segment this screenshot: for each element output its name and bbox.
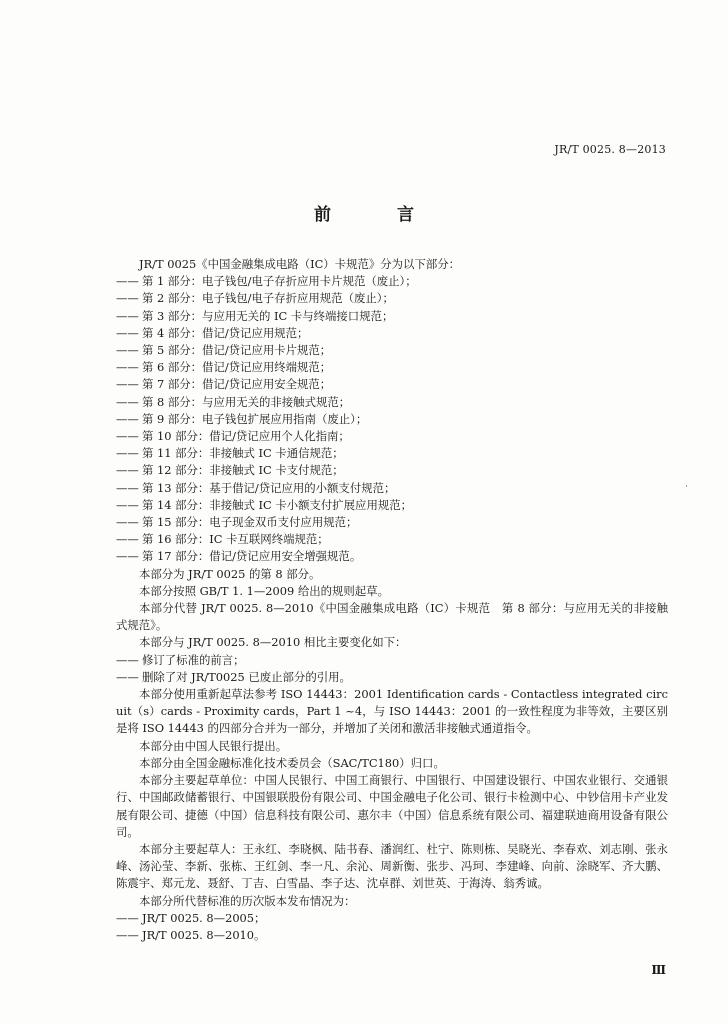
dash-mark: —— (116, 463, 139, 478)
dash-mark: —— (116, 411, 139, 426)
parts-list (116, 273, 668, 565)
list-item-text: 第 13 部分：基于借记/贷记应用的小额支付规范； (142, 480, 396, 495)
list-item-text: JR/T 0025. 8—2005； (142, 910, 266, 925)
list-item-text: 第 2 部分：电子钱包/电子存折应用规范（废止）； (142, 291, 394, 306)
changes-intro-paragraph: 本部分与 JR/T 0025. 8—2010 相比主要变化如下： (139, 635, 407, 650)
page-number: Ⅲ (651, 963, 666, 977)
list-item (116, 308, 668, 325)
foreword-body (116, 256, 668, 944)
dash-mark: —— (116, 515, 139, 530)
list-item (116, 910, 668, 927)
dash-mark: —— (116, 429, 139, 444)
list-item-text: 第 11 部分：非接触式 IC 卡通信规范； (142, 446, 344, 461)
dash-mark: —— (116, 274, 139, 289)
dash-mark: —— (116, 480, 139, 495)
proposed-by-paragraph: 本部分由中国人民银行提出。 (139, 738, 288, 753)
list-item-text: 第 3 部分：与应用无关的 IC 卡与终端接口规范； (142, 308, 394, 323)
drafters-paragraph: 本部分主要起草人：王永红、李晓枫、陆书春、潘润红、杜宁、陈则栋、吴晓光、李春欢、刘志刚、张永峰、汤沁莹、李新、张栋、王红剑、李一凡、余沁、周新衡、张步、冯珂、李建峰、向前、涂晓军、齐大鹏、陈震宇、郑元龙、聂舒、丁吉、白雪晶、李子达、沈卓群、刘世英、于海涛、翁秀诚。 (116, 841, 668, 891)
list-item (116, 927, 668, 944)
list-item (116, 290, 668, 307)
list-item-text: 第 1 部分：电子钱包/电子存折应用卡片规范（废止）； (142, 274, 417, 289)
list-item-text: JR/T 0025. 8—2010。 (142, 927, 266, 942)
list-item-text: 第 10 部分：借记/贷记应用个人化指南； (142, 429, 350, 444)
redraft-paragraph: 本部分使用重新起草法参考 ISO 14443：2001 Identification cards - Contactless integrated circuit（s）cards - Proximity cards，Part 1 ~4，与 ISO 14443：2001 的一致性程度为非等效，主要区别是将 ISO 14443 的四部分合并为一部分，并增加了关闭和激活非接触式通道指令。 (116, 687, 668, 736)
list-item-text: 第 14 部分：非接触式 IC 卡小额支付扩展应用规范； (142, 497, 413, 512)
centralized-by-paragraph: 本部分由全国金融标准化技术委员会（SAC/TC180）归口。 (139, 755, 445, 770)
list-item-text: 第 9 部分：电子钱包扩展应用指南（废止）； (142, 411, 368, 426)
dash-mark: —— (116, 669, 139, 684)
history-intro-paragraph: 本部分所代替标准的历次版本发布情况为： (139, 893, 356, 908)
list-item (116, 325, 668, 342)
list-item-text: 第 12 部分：非接触式 IC 卡支付规范； (142, 463, 344, 478)
history-list (116, 910, 668, 944)
list-item (116, 342, 668, 359)
list-item-text: 第 8 部分：与应用无关的非接触式规范； (142, 394, 351, 409)
list-item (116, 531, 668, 548)
dash-mark: —— (116, 652, 139, 667)
dash-mark: —— (116, 532, 139, 547)
list-item (116, 480, 668, 497)
replaces-paragraph: 本部分代替 JR/T 0025. 8—2010《中国金融集成电路（IC）卡规范 第 8 部分：与应用无关的非接触式规范》。 (116, 601, 668, 633)
changes-list (116, 652, 668, 686)
list-item-text: 第 16 部分：IC 卡互联网终端规范； (142, 532, 329, 547)
scan-edge-mark: · (685, 482, 688, 492)
page-title: 前 言 (314, 205, 444, 225)
dash-mark: —— (116, 394, 139, 409)
dash-mark: —— (116, 549, 139, 564)
dash-mark: —— (116, 377, 139, 392)
dash-mark: —— (116, 291, 139, 306)
list-item (116, 497, 668, 514)
list-item (116, 359, 668, 376)
list-item-text: 第 5 部分：借记/贷记应用卡片规范； (142, 343, 332, 358)
header-rule (116, 162, 666, 163)
list-item-text: 删除了对 JR/T0025 已废止部分的引用。 (142, 669, 351, 684)
list-item-text: 第 17 部分：借记/贷记应用安全增强规范。 (142, 549, 362, 564)
standard-code: JR/T 0025. 8—2013 (554, 143, 666, 156)
list-item (116, 462, 668, 479)
list-item-text: 修订了标准的前言； (142, 652, 245, 667)
list-item (116, 428, 668, 445)
list-item-text: 第 6 部分：借记/贷记应用终端规范； (142, 360, 332, 375)
list-item (116, 445, 668, 462)
list-item (116, 394, 668, 411)
list-item (116, 411, 668, 428)
list-item-text: 第 7 部分：借记/贷记应用安全规范； (142, 377, 332, 392)
drafting-rules-paragraph: 本部分按照 GB/T 1. 1—2009 给出的规则起草。 (139, 583, 389, 598)
list-item-text: 第 4 部分：借记/贷记应用规范； (142, 325, 309, 340)
dash-mark: —— (116, 446, 139, 461)
list-item (116, 376, 668, 393)
intro-paragraph: JR/T 0025《中国金融集成电路（IC）卡规范》分为以下部分： (139, 257, 460, 271)
list-item (116, 514, 668, 531)
list-item (116, 652, 668, 669)
dash-mark: —— (116, 910, 139, 925)
part-of-paragraph: 本部分为 JR/T 0025 的第 8 部分。 (139, 566, 321, 581)
dash-mark: —— (116, 360, 139, 375)
list-item (116, 548, 668, 565)
dash-mark: —— (116, 343, 139, 358)
drafting-units-paragraph: 本部分主要起草单位：中国人民银行、中国工商银行、中国银行、中国建设银行、中国农业银行、交通银行、中国邮政储蓄银行、中国银联股份有限公司、中国金融电子化公司、银行卡检测中心、中钞信用卡产业发展有限公司、捷德（中国）信息科技有限公司、惠尔丰（中国）信息系统有限公司、福建联迪商用设备有限公司。 (116, 773, 668, 839)
list-item (116, 669, 668, 686)
dash-mark: —— (116, 308, 139, 323)
dash-mark: —— (116, 497, 139, 512)
dash-mark: —— (116, 325, 139, 340)
list-item (116, 273, 668, 290)
dash-mark: —— (116, 927, 139, 942)
list-item-text: 第 15 部分：电子现金双币支付应用规范； (142, 515, 358, 530)
